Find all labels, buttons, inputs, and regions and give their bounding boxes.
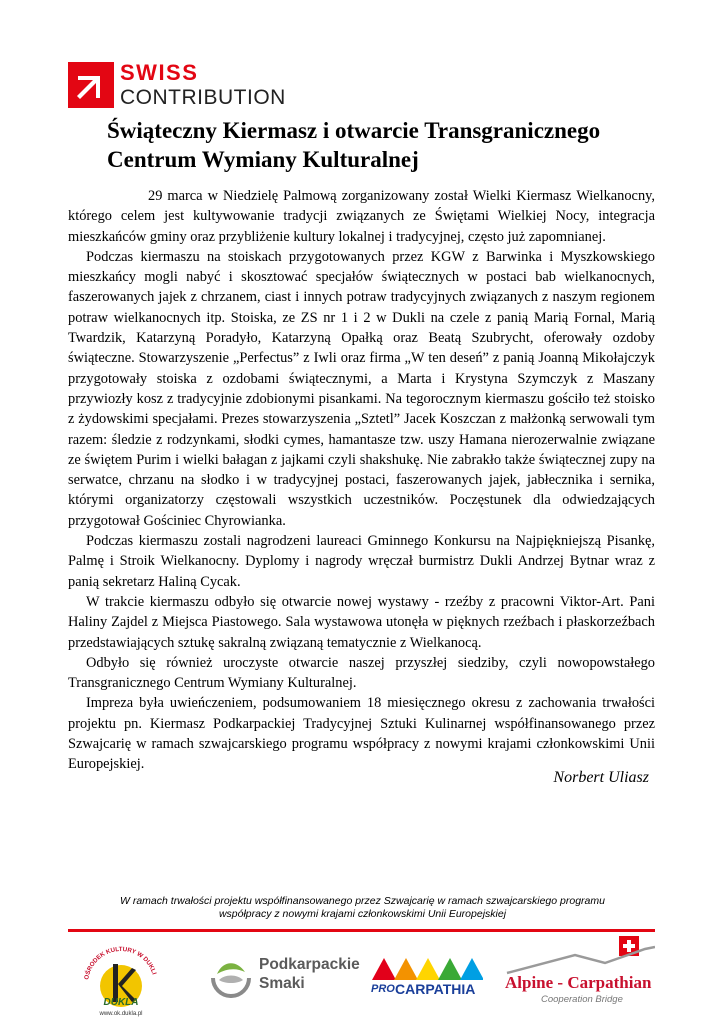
procarpathia-pro-text: PRO: [371, 983, 395, 995]
alpine-mountain-icon: [505, 935, 655, 975]
podkarpackie-smaki-icon: [207, 952, 255, 998]
logo-swiss-text: SWISS: [120, 60, 199, 85]
cooperation-bridge-text: Cooperation Bridge: [541, 994, 623, 1005]
procarpathia-logo: [368, 956, 483, 1000]
procarpathia-name-text: CARPATHIA: [395, 981, 476, 997]
svg-text:DUKLA: DUKLA: [103, 997, 139, 1008]
paragraph-1: 29 marca w Niedzielę Palmową zorganizowany został Wielki Kiermasz Wielkanocny, którego celem jest kultywowanie tradycji związanych ze Świętami Wielkiej Nocy, integracja mieszkańców gminy oraz przybliżenie kultury lokalnej i tradycyjnej, często już zapomnianej.: [68, 188, 655, 245]
smaki-text: Smaki: [259, 975, 305, 992]
dukla-culture-center-logo: [80, 940, 162, 1018]
alpine-carpathian-text: Alpine - Carpathian: [505, 973, 652, 992]
alpine-carpathian-logo: [505, 935, 655, 1007]
svg-text:www.ok.dukla.pl: www.ok.dukla.pl: [99, 1011, 143, 1017]
paragraph-5: Odbyło się również uroczyste otwarcie naszej przyszłej siedziby, czyli nowopowstałego Transgranicznego Centrum Wymiany Kulturalnej.: [68, 654, 655, 692]
procarpathia-triangles-icon: [368, 956, 483, 982]
footer-divider: [68, 929, 655, 932]
article-body: [68, 186, 655, 775]
footer-note: [90, 895, 635, 921]
swiss-flag-icon: [68, 62, 114, 108]
podkarpackie-smaki-logo: [207, 950, 360, 1000]
swiss-contribution-logo: [68, 62, 298, 114]
author-signature: Norbert Uliasz: [553, 769, 649, 786]
logo-contribution-text: CONTRIBUTION: [120, 86, 286, 109]
paragraph-4: W trakcie kiermaszu odbyło się otwarcie nowej wystawy - rzeźby z pracowni Viktor-Art. Pani Haliny Zajdel z Miejsca Piastowego. Sala wystawowa utonęła w pięknych rzeźbach i płaskorzeźbach przedstawiających sztukę sakralną związaną tematycznie z Wielkanocą.: [68, 593, 655, 651]
podkarpackie-text: Podkarpackie: [259, 956, 360, 973]
paragraph-6: Impreza była uwieńczeniem, podsumowaniem 18 miesięcznego okresu z zachowania trwałości projektu pn. Kiermasz Podkarpackiej Tradycyjnej Sztuki Kulinarnej współfinansowanego przez Szwajcarię w ramach szwajcarskiego programu współpracy z nowymi krajami członkowskimi Unii Europejskiej.: [68, 695, 655, 773]
footer-line-1: W ramach trwałości projektu współfinansowanego przez Szwajcarię w ramach szwajcarskiego programu: [120, 895, 605, 907]
footer-line-2: współpracy z nowymi krajami członkowskimi Unii Europejskiej: [218, 908, 507, 920]
paragraph-2: Podczas kiermaszu na stoiskach przygotowanych przez KGW z Barwinka i Myszkowskiego mieszkańcy mogli nabyć i skosztować specjałów świątecznych w postaci bab wielkanocnych, faszerowanych jajek z chrzanem, ciast i innych potraw tradycyjnych związanych z naszym regionem potraw wielkanocnych itp. Stoiska, ze ZS nr 1 i 2 w Dukli na czele z panią Marią Fornal, Marią Twardzik, Katarzyną Poradyło, Katarzyną Opałką oraz Beatą Szubrycht, oferowały ozdoby świąteczne. Stowarzyszenie „Perfectus” z Iwli oraz firma „W ten deseń” z panią Joanną Mikołajczyk przygotowały stoiska z ozdobami świątecznymi, a Marta i Krystyna Szymczyk z Maszany przywiozły kosz z tradycyjnie zdobionymi pisankami. Na tegorocznym kiermaszu gościło też stoisko z żydowskimi specjałami. Prezes stowarzyszenia „Sztetl” Jacek Koszczan z małżonką serwowali tym razem: śledzie z rodzynkami, słodki cymes, hamantasze tzw. uszy Hamana nierozerwalnie związane ze świętem Purim i wielki bałagan z jajkami czyli shakshukę. Nie zabrakło także świątecznej zupy na serwatce, chrzanu na słodko i w tradycyjnej postaci, faszerowanych jajek, jabłecznika i sernika, którymi organizatorzy częstowali wszystkich uczestników. Poczęstunek dla odwiedzających przygotował Gościniec Chyrowianka.: [68, 248, 655, 529]
svg-text:OŚRODEK KULTURY W DUKLI: OŚRODEK KULTURY W DUKLI: [83, 945, 158, 981]
article-title: Świąteczny Kiermasz i otwarcie Transgranicznego Centrum Wymiany Kulturalnej: [107, 118, 601, 172]
paragraph-3: Podczas kiermaszu zostali nagrodzeni laureaci Gminnego Konkursu na Najpiękniejszą Pisankę, Palmę i Stroik Wielkanocny. Dyplomy i nagrody wręczał burmistrz Dukli Andrzej Bytnar wraz z panią sekretarz Haliną Cycak.: [68, 533, 655, 590]
